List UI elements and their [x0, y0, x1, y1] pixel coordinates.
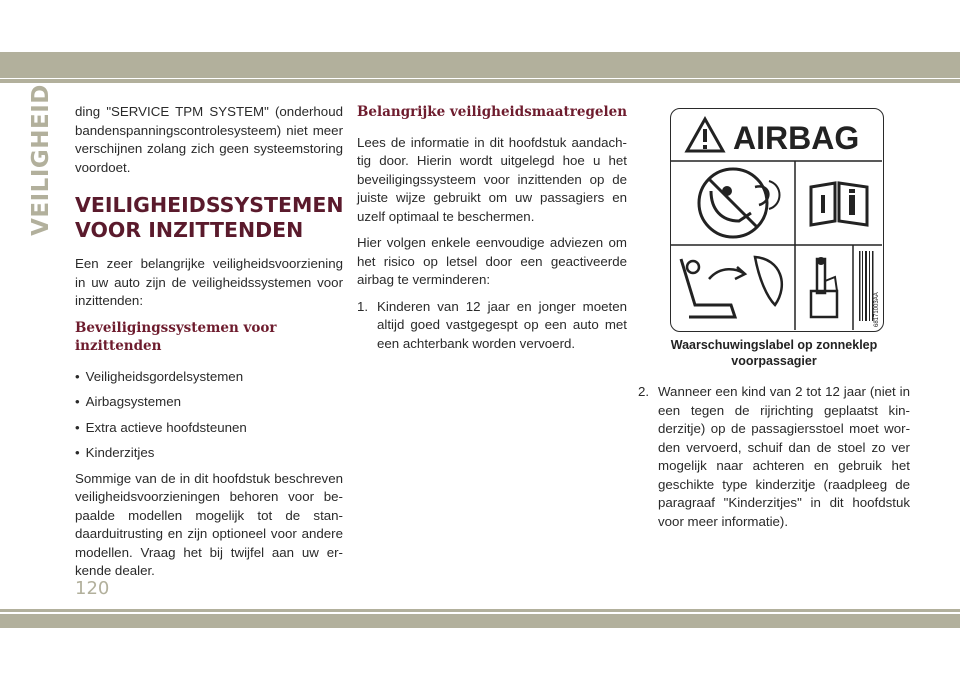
- label-caption: [638, 337, 910, 369]
- bottom-band: [0, 614, 960, 628]
- restraint-list: [75, 368, 343, 463]
- list-item: [638, 383, 910, 531]
- list-text: Wanneer een kind van 2 tot 12 jaar (niet in een tegen de rijrichting geplaatst kin-derzitje) op de passagiersstoel moet wor-den vervoerd, schuif dan de stoel zo ver mogelijk naar achteren en gebruik het geschikte type kinderzitje (raadpleeg de paragraaf "Kinderzitjes" in dit hoofdstuk voor meer informatie).: [658, 384, 910, 529]
- hand-caution-icon: [811, 257, 837, 317]
- airbag-word: AIRBAG: [733, 120, 860, 156]
- label-caption-line2: voorpassagier: [731, 354, 817, 368]
- barcode-icon: [859, 251, 874, 321]
- list-item: • Kinderzitjes: [75, 444, 343, 463]
- advice-list: [357, 298, 627, 354]
- label-caption-line1: Waarschuwingslabel op zonneklep: [670, 338, 878, 352]
- list-item: [357, 298, 627, 354]
- column-right: [638, 108, 910, 531]
- list-item: • Airbagsystemen: [75, 393, 343, 412]
- model-note-paragraph: Sommige van de in dit hoofdstuk beschreven veiligheidsvoorzieningen behoren voor be-paalde modellen mogelijk tot de stan-daarduitrusting en zijn optioneel voor andere modellen. Vraag het bij twijfel aan uw er-kende dealer.: [75, 470, 343, 578]
- top-band: [0, 52, 960, 78]
- section-tab-label: VEILIGHEID: [28, 84, 54, 236]
- top-band-line: [0, 79, 960, 83]
- list-item: • Extra actieve hoofdsteunen: [75, 419, 343, 438]
- section-heading-line1: VEILIGHEIDSSYSTEMEN: [75, 193, 344, 217]
- subsection-heading: Beveiligingssystemen voor inzittenden: [75, 319, 277, 354]
- no-child-seat-icon: [699, 169, 780, 237]
- warning-triangle-icon: [687, 119, 723, 151]
- section-tab: [25, 84, 57, 236]
- list-number: 2.: [638, 384, 650, 399]
- list-number: 1.: [357, 298, 369, 314]
- barcode-number: 68171003AA: [874, 292, 880, 327]
- column-left: [75, 103, 343, 589]
- bottom-band-line: [0, 609, 960, 612]
- airbag-label-graphic: [671, 109, 882, 330]
- list-item: • Veiligheidsgordelsystemen: [75, 368, 343, 387]
- page-number: 120: [75, 578, 110, 599]
- list-text: Kinderen van 12 jaar en jonger moeten altijd goed vastgegespt op een auto met een achterbank worden vervoerd.: [377, 298, 627, 351]
- section-heading-line2: VOOR INZITTENDEN: [75, 218, 304, 242]
- advice-list-continued: [638, 383, 910, 531]
- intro-paragraph: ding "SERVICE TPM SYSTEM" (onderhoud bandenspanningscontrolesysteem) niet meer verschijnen zolang zich geen systeemstoring voordoet.: [75, 104, 343, 175]
- airbag-warning-label: [670, 108, 884, 332]
- manual-book-icon: [811, 183, 867, 225]
- column-middle: [357, 103, 627, 353]
- advice-intro-paragraph: Hier volgen enkele eenvoudige adviezen om het risico op letsel door een geactiveerde airbag te verminderen:: [357, 235, 627, 287]
- section-intro-paragraph: Een zeer belangrijke veiligheidsvoorziening in uw auto zijn de veiligheidssystemen voor inzittenden:: [75, 256, 343, 308]
- precautions-heading: Belangrijke veiligheidsmaatregelen: [357, 104, 628, 120]
- section-heading: [75, 193, 343, 243]
- seat-airbag-icon: [681, 257, 782, 317]
- precautions-paragraph: Lees de informatie in dit hoofdstuk aandach-tig door. Hierin wordt uitgelegd hoe u het beveiligingssysteem voor inzittenden op de juiste wijze gebruikt om uw passagiers en uzelf optimaal te beschermen.: [357, 134, 627, 224]
